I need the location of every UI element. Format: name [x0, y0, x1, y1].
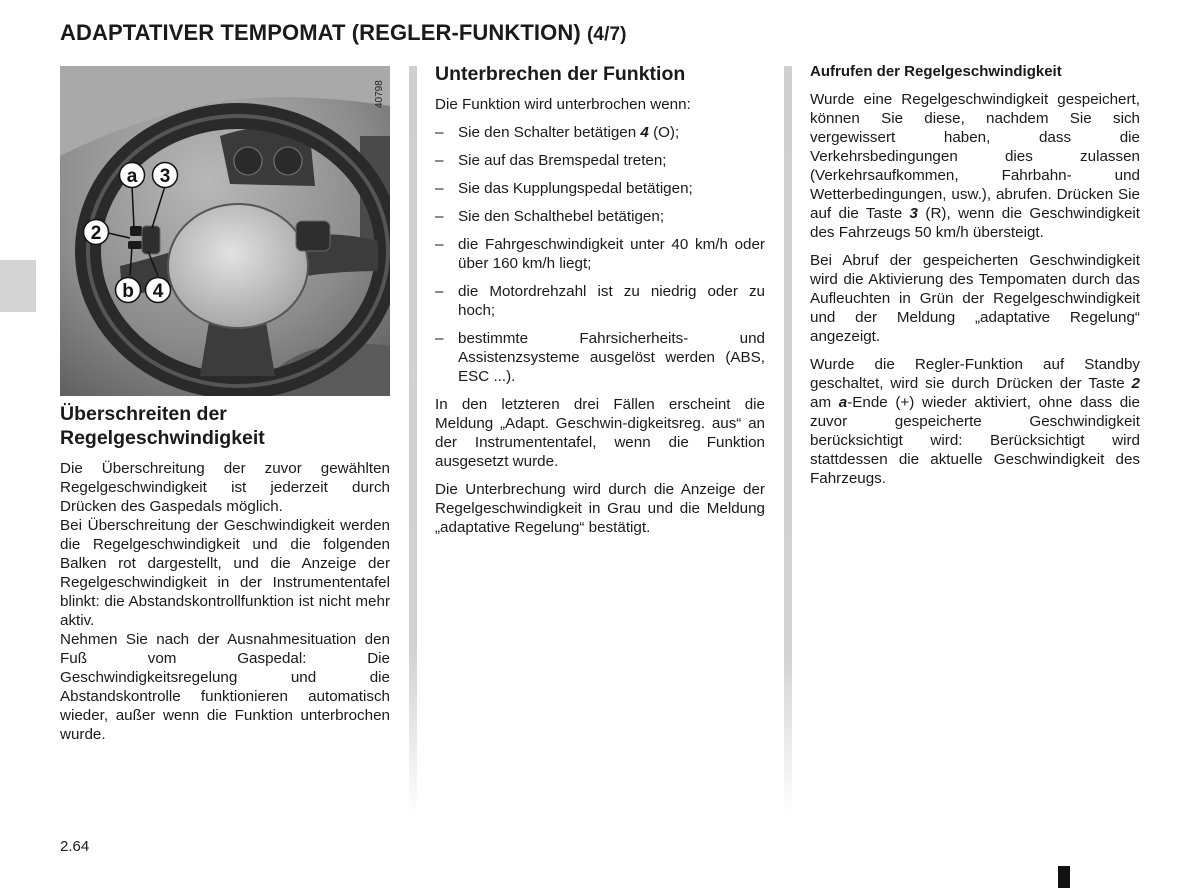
column-recall	[810, 62, 1140, 488]
page-number: 2.64	[60, 838, 90, 855]
list-item: – Sie auf das Bremspedal treten;	[435, 151, 765, 170]
overspeed-paragraph-2: Bei Überschreitung der Geschwindigkeit werden die Regelgeschwindigkeit und die folgenden Balken rot dargestellt, und die Anzeige der Regelgeschwindigkeit in der Instrumententafel blinkt: die Abstandskontrollfunktion ist nicht mehr aktiv.	[60, 517, 390, 629]
list-item: – die Fahrgeschwindigkeit unter 40 km/h oder über 160 km/h liegt;	[435, 235, 765, 273]
button-ref-4: 4	[640, 124, 649, 141]
list-item-text: Sie den Schalter betätigen	[458, 124, 641, 141]
page-title	[60, 20, 627, 46]
title-text: ADAPTATIVER TEMPOMAT (REGLER-FUNKTION)	[60, 20, 581, 45]
recall-paragraph-3	[810, 355, 1140, 488]
overspeed-heading-line2: Regelgeschwindigkeit	[60, 427, 265, 449]
button-ref-2: 2	[1131, 375, 1140, 392]
recall-p3-text: Wurde die Regler-Funktion auf Standby geschaltet, wird sie durch Drücken der Taste	[810, 356, 1140, 392]
interrupt-list	[435, 123, 765, 386]
column-overspeed	[60, 402, 390, 744]
recall-p1-text: Wurde eine Regelgeschwindigkeit gespeichert, können Sie diese, nachdem Sie sich vergewissert haben, dass die Verkehrsbedingungen dies zulassen (Verkehrsaufkommen, Fahrbahn- und Wetterbedingungen, usw.), abrufen. Drücken Sie auf die Taste	[810, 91, 1140, 222]
overspeed-heading-line1: Überschreiten der	[60, 403, 227, 425]
column-interrupt	[435, 62, 765, 537]
page-indicator: (4/7)	[586, 24, 627, 45]
list-item: – die Motordrehzahl ist zu niedrig oder zu hoch;	[435, 282, 765, 320]
recall-p1-text-end: (R), wenn die Geschwindigkeit des Fahrzeugs 50 km/h übersteigt.	[810, 205, 1140, 241]
interrupt-message-paragraph: In den letzteren drei Fällen erscheint die Meldung „Adapt. Geschwin-digkeitsreg. aus“ an der Instrumententafel, wenn die Funktion ausgesetzt wurde.	[435, 396, 765, 470]
callout-3-label: 3	[159, 166, 171, 187]
end-ref-a: a	[838, 394, 848, 411]
interrupt-intro: Die Funktion wird unterbrochen wenn:	[435, 96, 691, 113]
overspeed-heading	[60, 402, 390, 450]
list-item: – Sie das Kupplungspedal betätigen;	[435, 179, 765, 198]
callout-a-label: a	[126, 166, 138, 187]
button-ref-3: 3	[909, 205, 918, 222]
recall-p3-text-end: -Ende (+) wieder aktiviert, ohne dass die zuvor gespeicherte Geschwindigkeit berücksichtigt wird: Berücksichtigt wird stattdessen die aktuelle Geschwindigkeit des Fahrzeugs.	[810, 394, 1140, 487]
steering-wheel-illustration	[60, 66, 390, 396]
corner-mark	[1058, 866, 1070, 888]
recall-heading: Aufrufen der Regelgeschwindigkeit	[810, 63, 1062, 80]
callout-b-label: b	[122, 281, 134, 302]
recall-p3-text-mid: am	[810, 394, 839, 411]
steering-wheel-svg	[60, 66, 390, 396]
interrupt-confirm-paragraph: Die Unterbrechung wird durch die Anzeige der Regelgeschwindigkeit in Grau und die Meldung „adaptative Regelung“ bestätigt.	[435, 481, 765, 536]
overspeed-paragraph-1: Die Überschreitung der zuvor gewählten Regelgeschwindigkeit ist jederzeit durch Drücken des Gaspedals möglich.	[60, 460, 390, 515]
column-divider-1	[409, 66, 417, 816]
overspeed-paragraph-3: Nehmen Sie nach der Ausnahmesituation den Fuß vom Gaspedal: Die Geschwindigkeitsregelung und die Abstandskontrolle funktionieren automatisch wieder, außer wenn die Funktion unterbrochen wurde.	[60, 631, 390, 743]
list-item: – Sie den Schalthebel betätigen;	[435, 207, 765, 226]
section-tab	[0, 260, 36, 312]
list-item	[435, 123, 765, 142]
callout-2-label: 2	[90, 223, 102, 244]
list-item: – bestimmte Fahrsicherheits- und Assistenzsysteme ausgelöst werden (ABS, ESC ...).	[435, 329, 765, 386]
interrupt-heading: Unterbrechen der Funktion	[435, 63, 686, 85]
column-divider-2	[784, 66, 792, 816]
callout-4-label: 4	[152, 281, 164, 302]
recall-paragraph-1	[810, 90, 1140, 242]
image-id-label: 40798	[374, 80, 385, 108]
recall-paragraph-2: Bei Abruf der gespeicherten Geschwindigkeit wird die Aktivierung des Tempomaten durch das Aufleuchten in Grün der Regelgeschwindigkeit und der Meldung „adaptative Regelung“ angezeigt.	[810, 252, 1140, 345]
list-item-text-end: (O);	[648, 124, 680, 141]
